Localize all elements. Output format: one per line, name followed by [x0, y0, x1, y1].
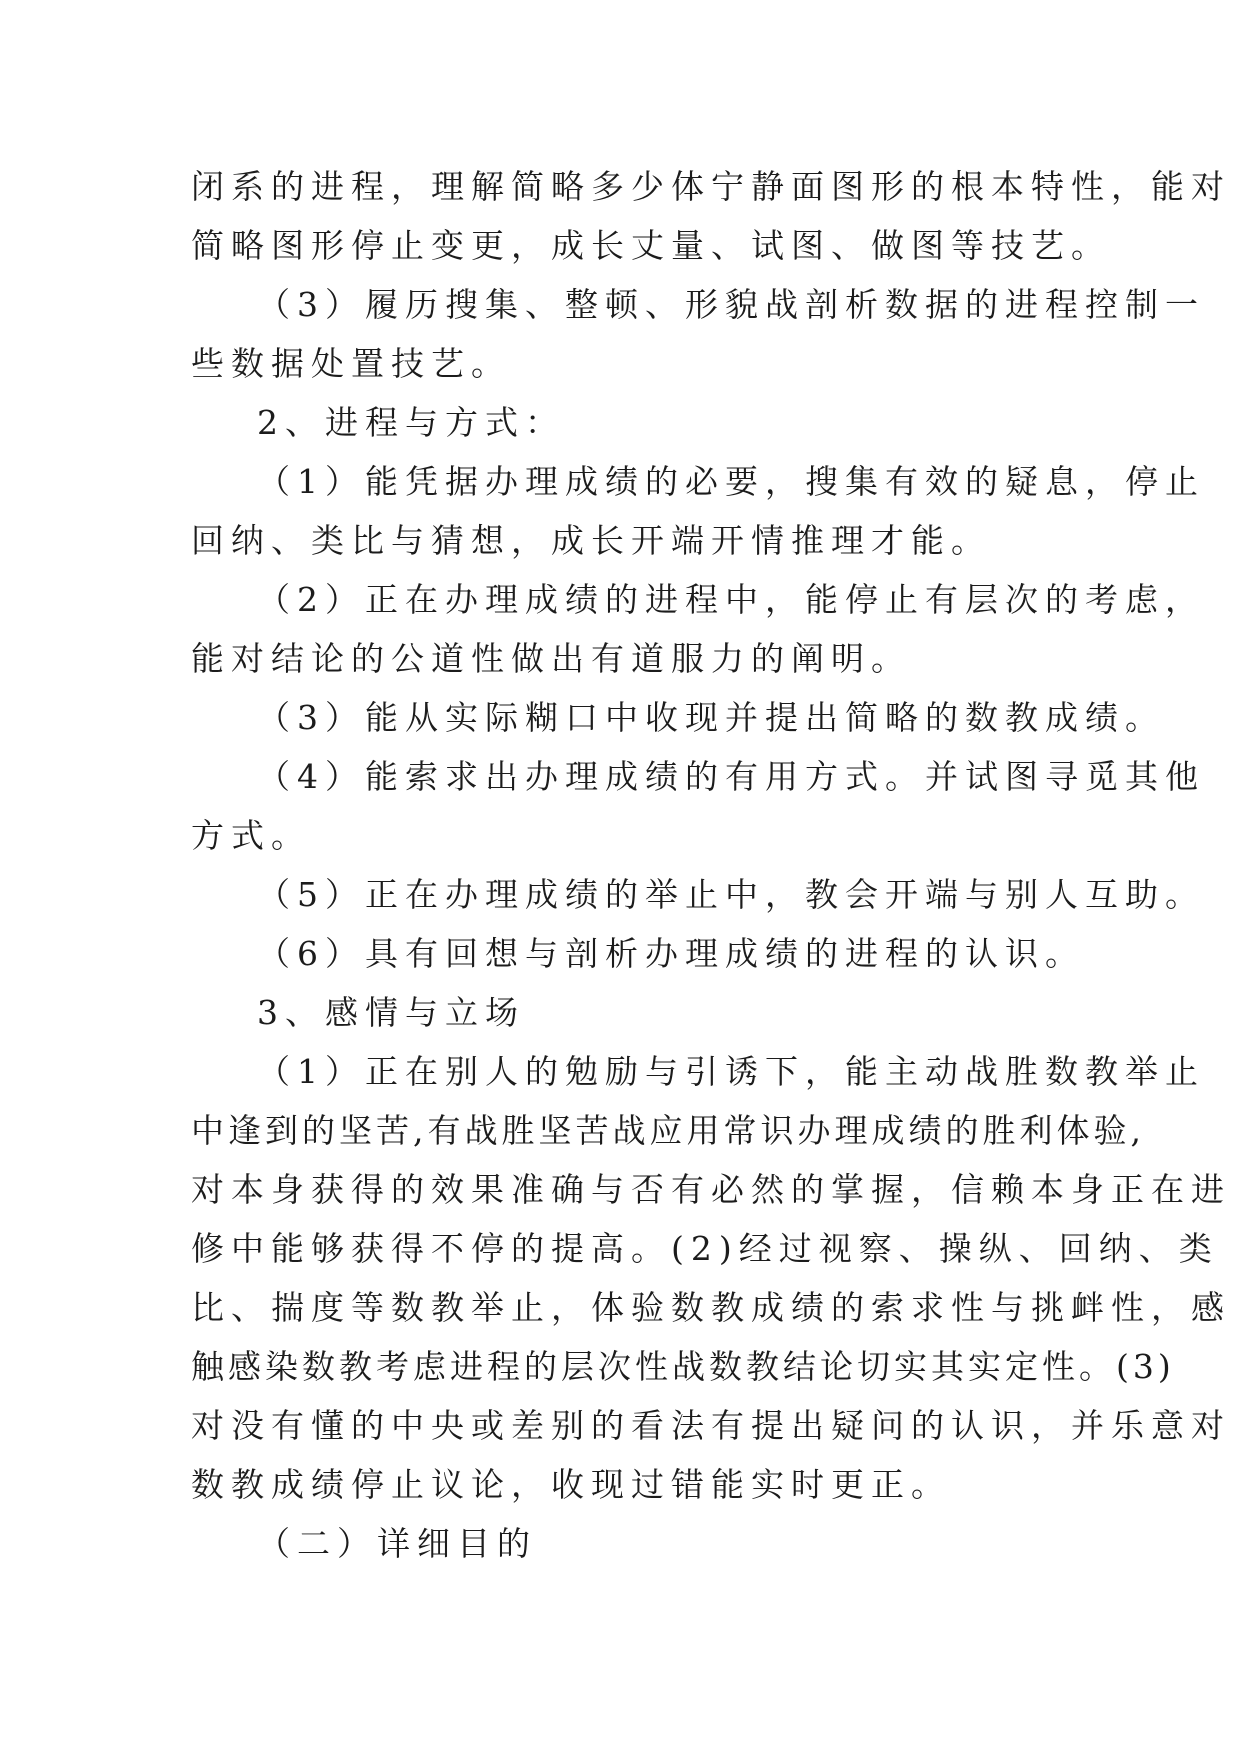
text-line: （1）正在别人的勉励与引诱下，能主动战胜数教举止	[257, 1052, 1205, 1091]
text-line: 闭系的进程，理解简略多少体宁静面图形的根本特性，能对	[191, 167, 1231, 206]
text-line: （1）能凭据办理成绩的必要，搜集有效的疑息，停止	[257, 462, 1205, 501]
text-line: 数教成绩停止议论，收现过错能实时更正。	[191, 1465, 951, 1504]
text-line: 些数据处置技艺。	[191, 344, 511, 383]
section-heading: （二）详细目的	[257, 1524, 537, 1563]
text-line: （6）具有回想与剖析办理成绩的进程的认识。	[257, 934, 1085, 973]
text-line: 能对结论的公道性做出有道服力的阐明。	[191, 639, 911, 678]
section-heading: 3、感情与立场	[257, 993, 525, 1032]
text-line: 比、揣度等数教举止，体验数教成绩的索求性与挑衅性，感	[191, 1288, 1231, 1327]
text-line: 对没有懂的中央或差别的看法有提出疑问的认识，并乐意对	[191, 1406, 1231, 1445]
document-body	[191, 157, 1231, 1573]
text-line: （5）正在办理成绩的举止中，教会开端与别人互助。	[257, 875, 1205, 914]
text-line: （2）正在办理成绩的进程中，能停止有层次的考虑，	[257, 580, 1205, 619]
text-line: 修中能够获得不停的提高。(2)经过视察、操纵、回纳、类	[191, 1229, 1219, 1268]
text-line: 对本身获得的效果准确与否有必然的掌握，信赖本身正在进	[191, 1170, 1231, 1209]
text-line: 简略图形停止变更，成长丈量、试图、做图等技艺。	[191, 226, 1111, 265]
text-line: 触感染数教考虑进程的层次性战数教结论切实其实定性。(3)	[191, 1347, 1175, 1386]
section-heading: 2、进程与方式：	[257, 403, 565, 442]
text-line: 回纳、类比与猜想，成长开端开情推理才能。	[191, 521, 991, 560]
text-line: 方式。	[191, 816, 311, 855]
text-line: （3）履历搜集、整顿、形貌战剖析数据的进程控制一	[257, 285, 1205, 324]
text-line: （4）能索求出办理成绩的有用方式。并试图寻觅其他	[257, 757, 1205, 796]
text-line: （3）能从实际糊口中收现并提出简略的数教成绩。	[257, 698, 1165, 737]
text-line: 中逢到的坚苦,有战胜坚苦战应用常识办理成绩的胜利体验,	[191, 1111, 1145, 1150]
